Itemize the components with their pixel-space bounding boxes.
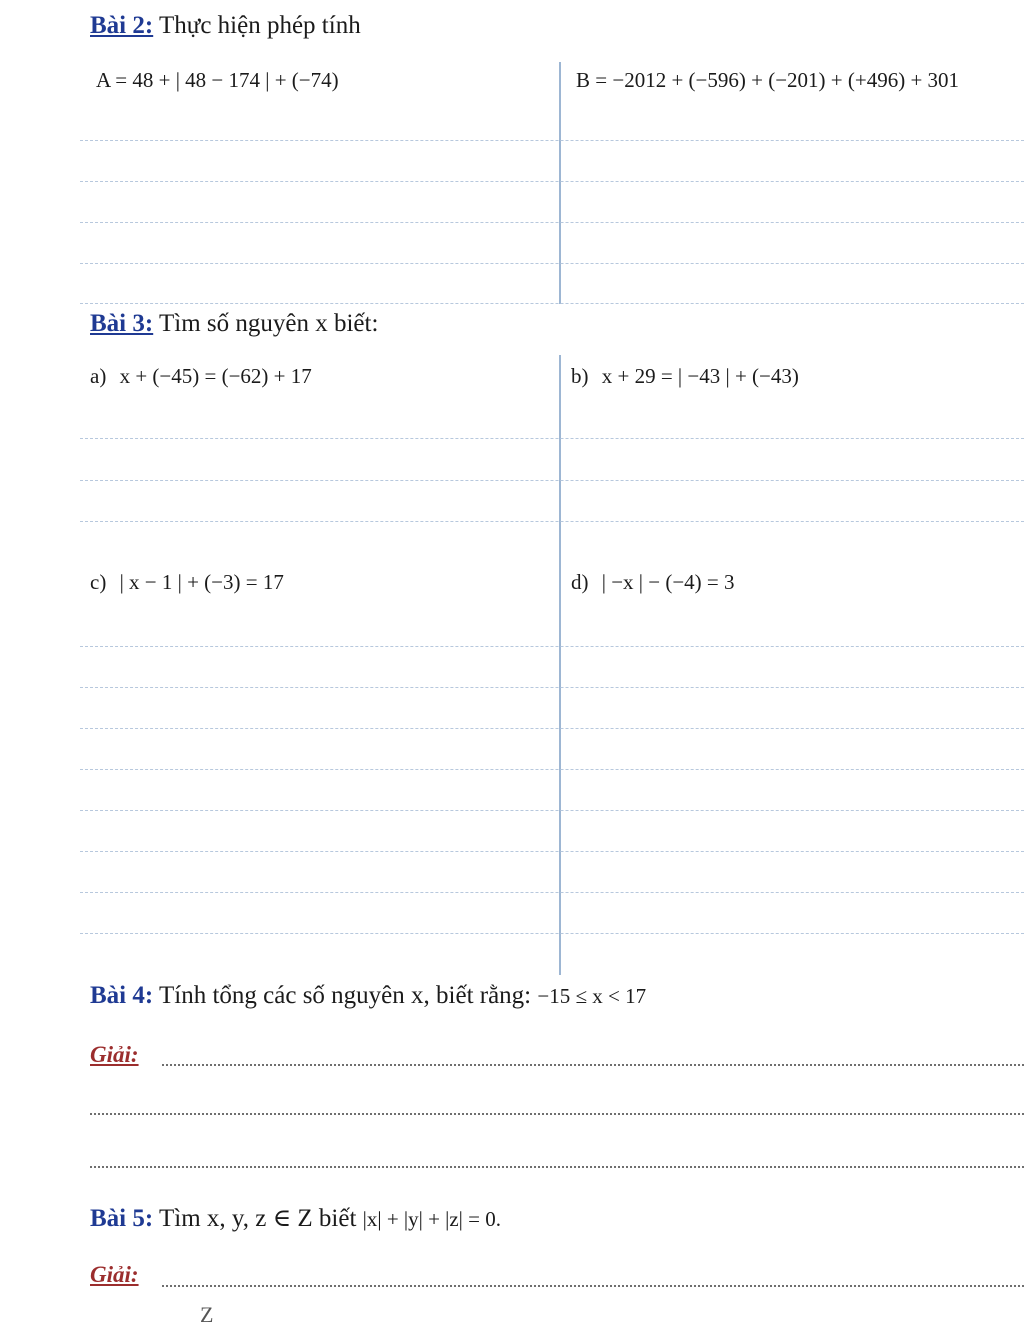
answer-line [80,769,1024,770]
answer-line [80,263,1024,264]
bai5-condition: |x| + |y| + |z| = 0. [362,1207,501,1231]
bai3-heading [90,310,378,338]
bai3-b-label: b) [571,364,589,388]
answer-line [80,646,1024,647]
dotted-answer-line [90,1113,1024,1115]
answer-line [80,933,1024,934]
bai2-expression-b: B = −2012 + (−596) + (−201) + (+496) + 301 [576,68,960,92]
bai2-expression-a: A = 48 + | 48 − 174 | + (−74) [96,68,339,92]
bai5-partial-text: Z [200,1302,214,1327]
bai3-title: Tìm số nguyên x biết: [153,310,379,337]
bai3-item-a [90,364,312,389]
answer-line [80,810,1024,811]
answer-line [80,892,1024,893]
dotted-answer-line [162,1285,1024,1287]
bai4-solution-label: Giải: [90,1042,139,1067]
answer-line [80,687,1024,688]
bai3-item-d [571,570,735,595]
bai3-c-expression: | x − 1 | + (−3) = 17 [119,570,284,594]
bai2-title: Thực hiện phép tính [153,12,361,39]
answer-line [80,303,1024,304]
answer-line [80,222,1024,223]
bai4-heading [90,982,646,1010]
bai3-a-expression: x + (−45) = (−62) + 17 [119,364,312,388]
dotted-answer-line [162,1064,1024,1066]
bai3-b-expression: x + 29 = | −43 | + (−43) [601,364,799,388]
bai3-d-expression: | −x | − (−4) = 3 [601,570,735,594]
answer-line [80,521,1024,522]
answer-line [80,851,1024,852]
bai2-label: Bài 2: [90,12,154,39]
answer-line [80,438,1024,439]
answer-line [80,728,1024,729]
answer-line [80,140,1024,141]
bai3-item-b [571,364,799,389]
answer-line [80,181,1024,182]
bai3-column-divider [559,355,561,975]
bai4-title: Tính tổng các số nguyên x, biết rằng: [153,982,538,1009]
bai3-label: Bài 3: [90,310,154,337]
bai5-heading [90,1203,501,1233]
bai3-a-label: a) [90,364,107,388]
bai4-label: Bài 4: [90,982,154,1009]
bai2-heading [90,12,361,40]
bai5-title: Tìm x, y, z ∈ Z biết [153,1205,363,1232]
bai3-c-label: c) [90,570,107,594]
bai4-condition: −15 ≤ x < 17 [537,984,647,1008]
bai5-label: Bài 5: [90,1205,154,1232]
answer-line [80,480,1024,481]
bai5-solution-label: Giải: [90,1262,139,1287]
bai3-d-label: d) [571,570,589,594]
bai3-item-c [90,570,284,595]
bai2-column-divider [559,62,561,304]
dotted-answer-line [90,1166,1024,1168]
